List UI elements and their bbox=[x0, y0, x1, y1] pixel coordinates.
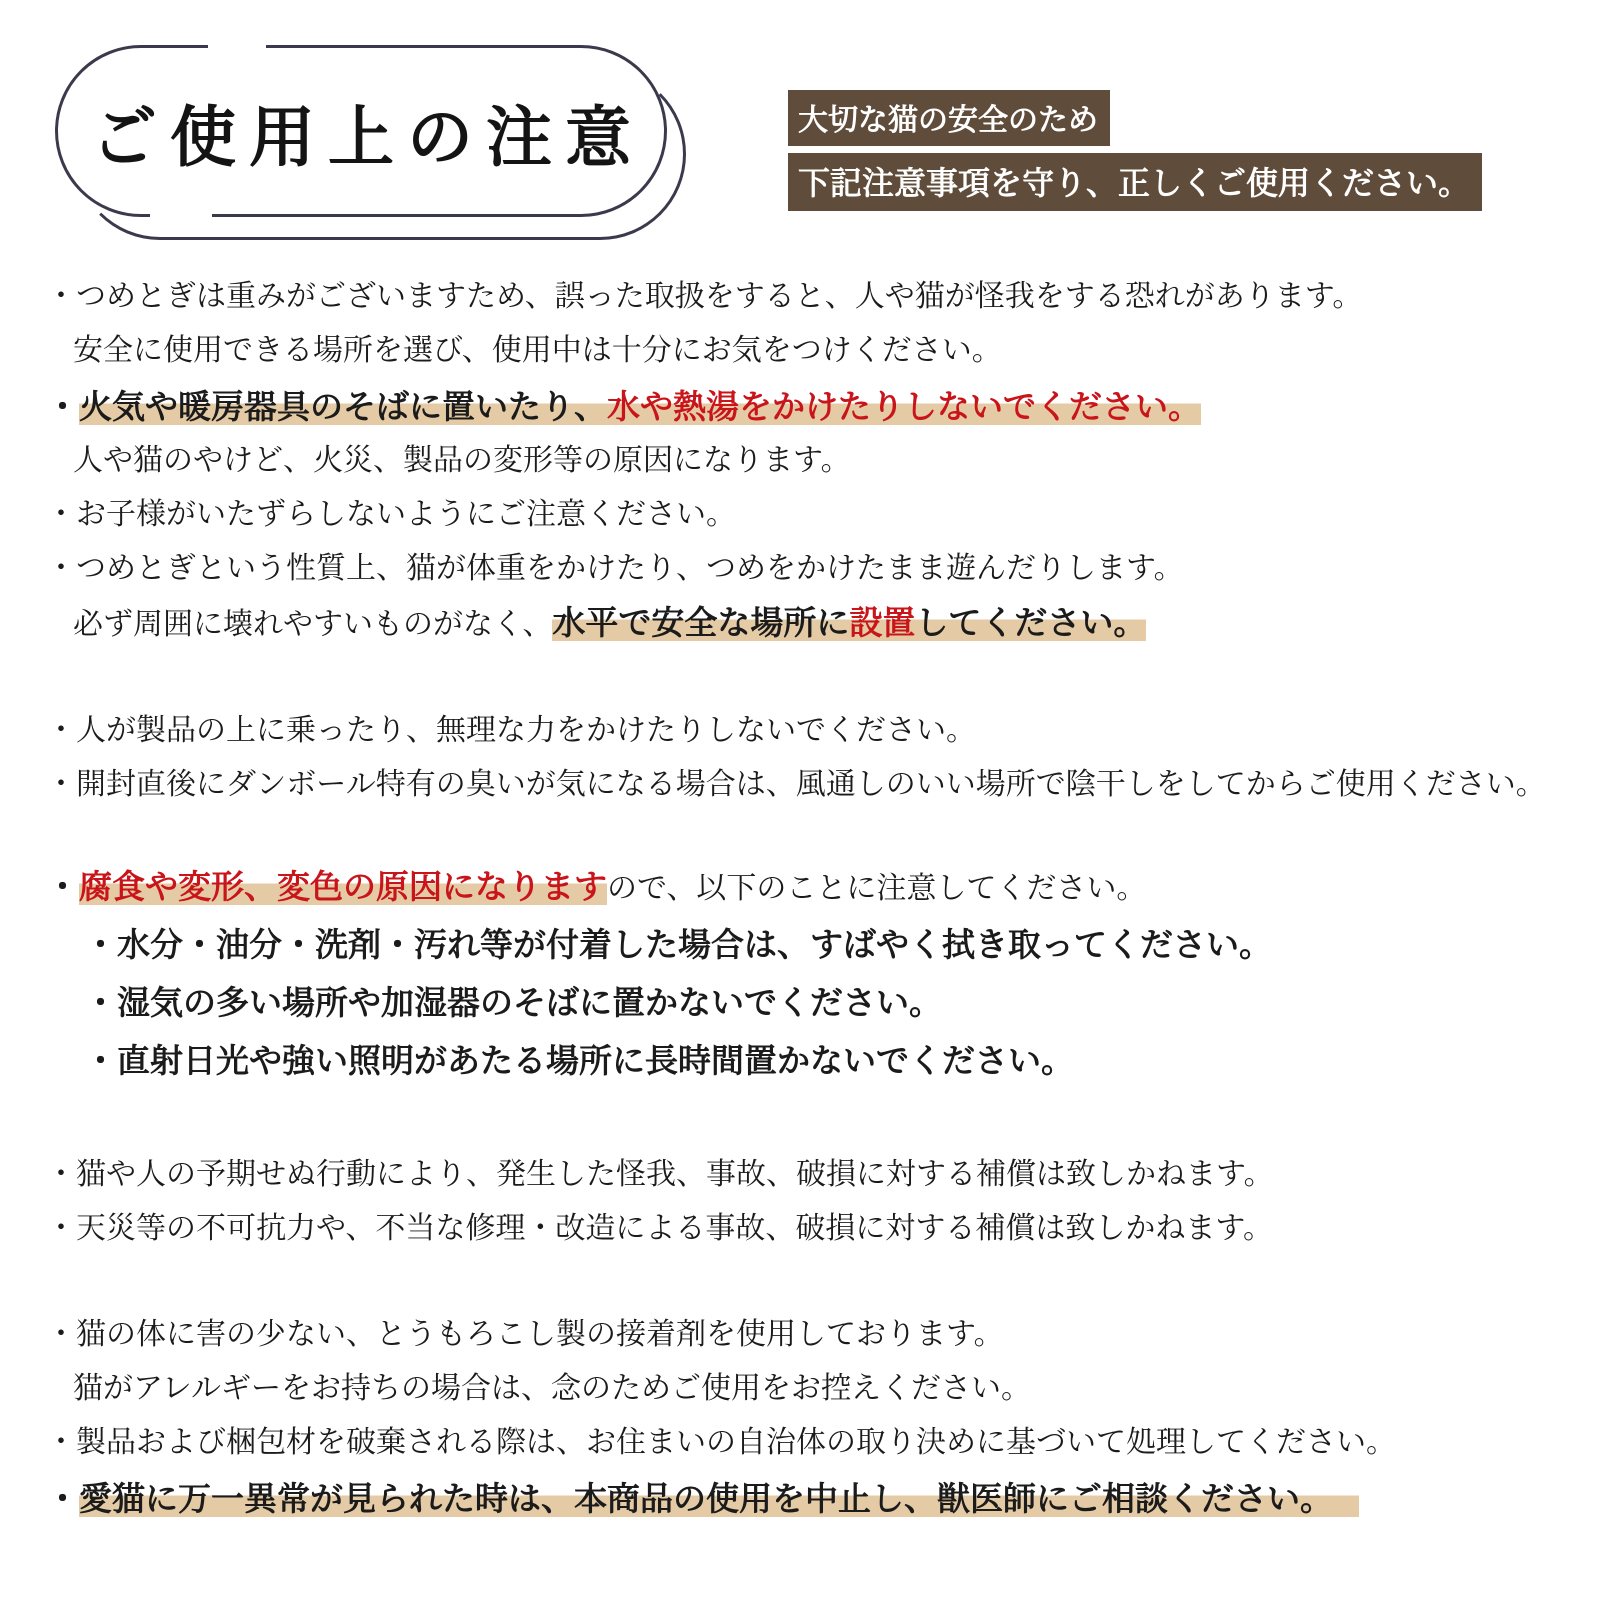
safety-note-line-2: 下記注意事項を守り、正しくご使用ください。 bbox=[788, 153, 1482, 211]
title-box bbox=[55, 45, 667, 217]
precaution-placement-cont: 必ず周囲に壊れやすいものがなく、水平で安全な場所に設置してください。 bbox=[73, 604, 1147, 641]
page-title: ご使用上の注意 bbox=[91, 99, 644, 174]
border-gap-top bbox=[208, 43, 266, 53]
precaution-list bbox=[46, 276, 1562, 1532]
precaution-weight-cont: 安全に使用できる場所を選び、使用中は十分にお気をつけください。 bbox=[73, 334, 1002, 367]
warning-see-vet: ・愛猫に万一異常が見られた時は、本商品の使用を中止し、獣医師にご相談ください。 bbox=[46, 1476, 1562, 1522]
precaution-humidity: ・湿気の多い場所や加湿器のそばに置かないでください。 bbox=[84, 984, 942, 1021]
info-adhesive: ・猫の体に害の少ない、とうもろこし製の接着剤を使用しております。 bbox=[46, 1318, 1004, 1351]
precaution-children: ・お子様がいたずらしないようにご注意ください。 bbox=[46, 498, 736, 531]
precaution-weight: ・つめとぎは重みがございますため、誤った取扱をすると、人や猫が怪我をする恐れがあります。 bbox=[46, 280, 1363, 313]
precaution-corrosion: ・腐食や変形、変色の原因になりますので、以下のことに注意してください。 bbox=[46, 868, 1147, 905]
precaution-no-climbing: ・人が製品の上に乗ったり、無理な力をかけたりしないでください。 bbox=[46, 714, 976, 747]
safety-note-line-1: 大切な猫の安全のため bbox=[788, 90, 1110, 146]
precaution-placement: ・つめとぎという性質上、猫が体重をかけたり、つめをかけたまま遊んだりします。 bbox=[46, 552, 1184, 585]
border-gap-bottom bbox=[150, 209, 212, 219]
info-adhesive-cont: 猫がアレルギーをお持ちの場合は、念のためご使用をお控えください。 bbox=[73, 1372, 1032, 1405]
safety-note bbox=[788, 90, 1482, 211]
disclaimer-force-majeure: ・天災等の不可抗力や、不当な修理・改造による事故、破損に対する補償は致しかねます。 bbox=[46, 1212, 1273, 1245]
section-gap bbox=[46, 1262, 1562, 1314]
section-gap bbox=[46, 818, 1562, 866]
precaution-cardboard-smell: ・開封直後にダンボール特有の臭いが気になる場合は、風通しのいい場所で陰干しをしてからご使用ください。 bbox=[46, 768, 1546, 801]
section-gap bbox=[46, 658, 1562, 710]
section-gap bbox=[46, 1096, 1562, 1154]
precaution-sunlight: ・直射日光や強い照明があたる場所に長時間置かないでください。 bbox=[84, 1042, 1074, 1079]
disclaimer-unexpected-behavior: ・猫や人の予期せぬ行動により、発生した怪我、事故、破損に対する補償は致しかねます。 bbox=[46, 1158, 1274, 1191]
info-disposal: ・製品および梱包材を破棄される際は、お住まいの自治体の取り決めに基づいて処理してください。 bbox=[46, 1426, 1396, 1459]
precaution-wipe-liquids: ・水分・油分・洗剤・汚れ等が付着した場合は、すばやく拭き取ってください。 bbox=[84, 926, 1272, 963]
precaution-fire-water-cont: 人や猫のやけど、火災、製品の変形等の原因になります。 bbox=[73, 444, 851, 477]
precaution-fire-water: ・火気や暖房器具のそばに置いたり、水や熱湯をかけたりしないでください。 bbox=[46, 388, 1201, 425]
